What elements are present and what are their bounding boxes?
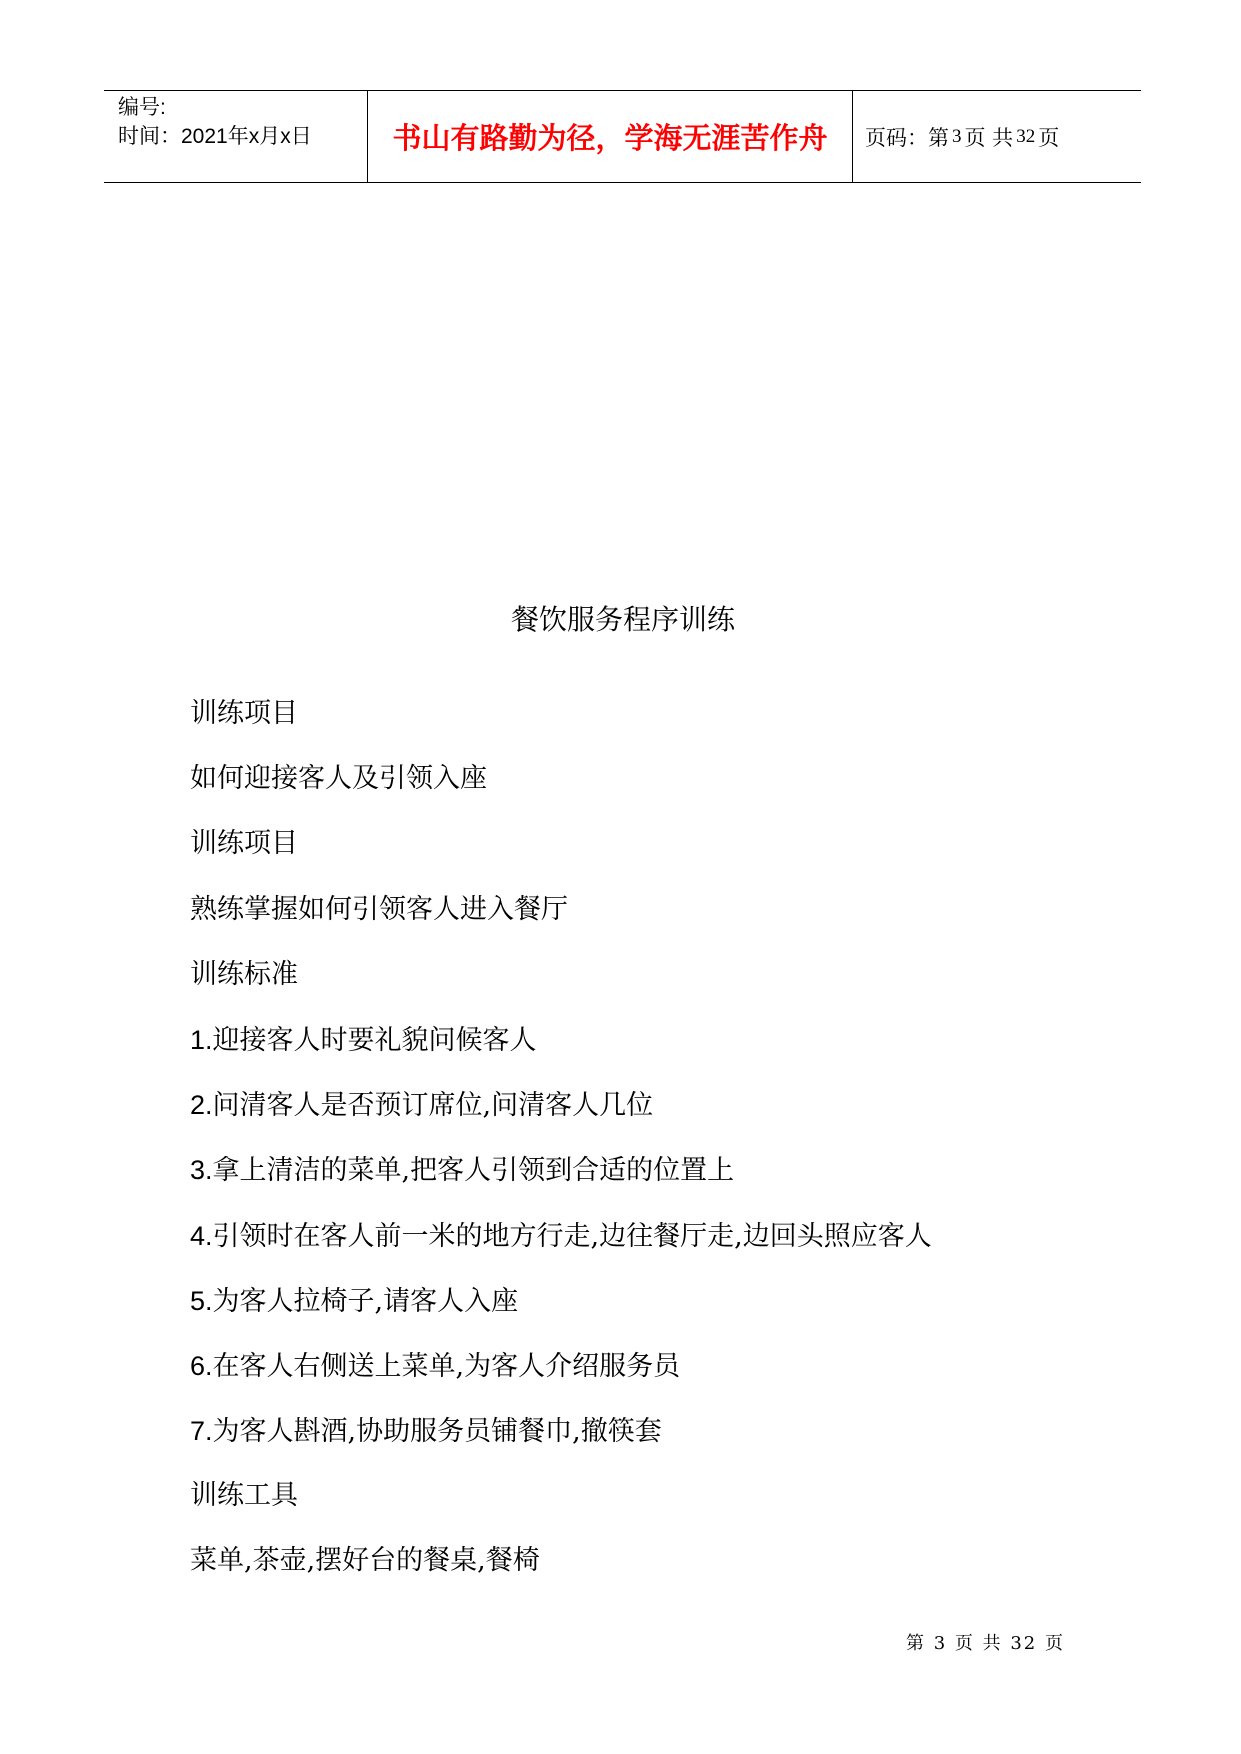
line-number: 5. — [190, 1285, 213, 1316]
serial-number-label: 编号: — [118, 96, 166, 119]
page-current: 3 — [952, 125, 962, 147]
line-text: 引领时在客人前一米的地方行走,边往餐厅走,边回头照应客人 — [212, 1220, 932, 1252]
line-text: 训练项目 — [190, 828, 298, 860]
body-line — [190, 1411, 1130, 1476]
document-header — [104, 90, 1141, 183]
body-line — [190, 824, 1130, 889]
body-line — [190, 1150, 1130, 1215]
line-number: 1. — [190, 1024, 213, 1055]
line-number: 4. — [190, 1220, 213, 1251]
page-prefix: 页码：第 — [865, 125, 949, 150]
line-text: 训练标准 — [190, 958, 298, 990]
body-line — [190, 890, 1130, 955]
line-number: 3. — [190, 1155, 213, 1186]
header-motto-cell — [368, 91, 853, 182]
line-text: 训练项目 — [190, 698, 298, 729]
line-text: 在客人右侧送上菜单,为客人介绍服务员 — [212, 1350, 681, 1382]
page-middle: 页 共 — [964, 125, 1014, 150]
body-line — [190, 1216, 1130, 1281]
line-text: 为客人斟酒,协助服务员铺餐巾,撤筷套 — [212, 1416, 662, 1448]
line-number: 2. — [190, 1090, 213, 1121]
line-text: 迎接客人时要礼貌问候客人 — [212, 1024, 537, 1056]
header-info-cell — [104, 91, 368, 182]
page-total: 32 — [1016, 125, 1036, 147]
page-suffix: 页 — [1038, 125, 1060, 150]
line-text: 熟练掌握如何引领客人进入餐厅 — [190, 893, 568, 925]
line-text: 为客人拉椅子,请客人入座 — [212, 1285, 519, 1317]
time-label: 时间：2021年x月x日 — [118, 125, 312, 148]
line-text: 如何迎接客人及引领入座 — [190, 763, 487, 795]
body-line — [190, 1085, 1130, 1150]
body-line — [190, 1541, 1130, 1606]
body-line — [190, 694, 1130, 759]
body-line — [190, 1346, 1130, 1411]
body-line — [190, 1281, 1130, 1346]
body-line — [190, 955, 1130, 1020]
line-text: 训练工具 — [190, 1480, 298, 1512]
line-number: 6. — [190, 1350, 213, 1381]
document-body — [190, 694, 1130, 1607]
line-text: 拿上清洁的菜单,把客人引领到合适的位置上 — [212, 1155, 735, 1187]
line-text: 问清客人是否预订席位,问清客人几位 — [212, 1090, 654, 1122]
page-footer: 第 3 页 共 32 页 — [906, 1633, 1065, 1654]
motto-text: 书山有路勤为径，学海无涯苦作舟 — [392, 121, 828, 155]
line-text: 菜单,茶壶,摆好台的餐桌,餐椅 — [190, 1545, 540, 1577]
document-title: 餐饮服务程序训练 — [510, 603, 735, 636]
line-number: 7. — [190, 1416, 213, 1447]
body-line — [190, 759, 1130, 824]
header-page-cell — [853, 91, 1141, 182]
body-line — [190, 1020, 1130, 1085]
body-line — [190, 1476, 1130, 1541]
